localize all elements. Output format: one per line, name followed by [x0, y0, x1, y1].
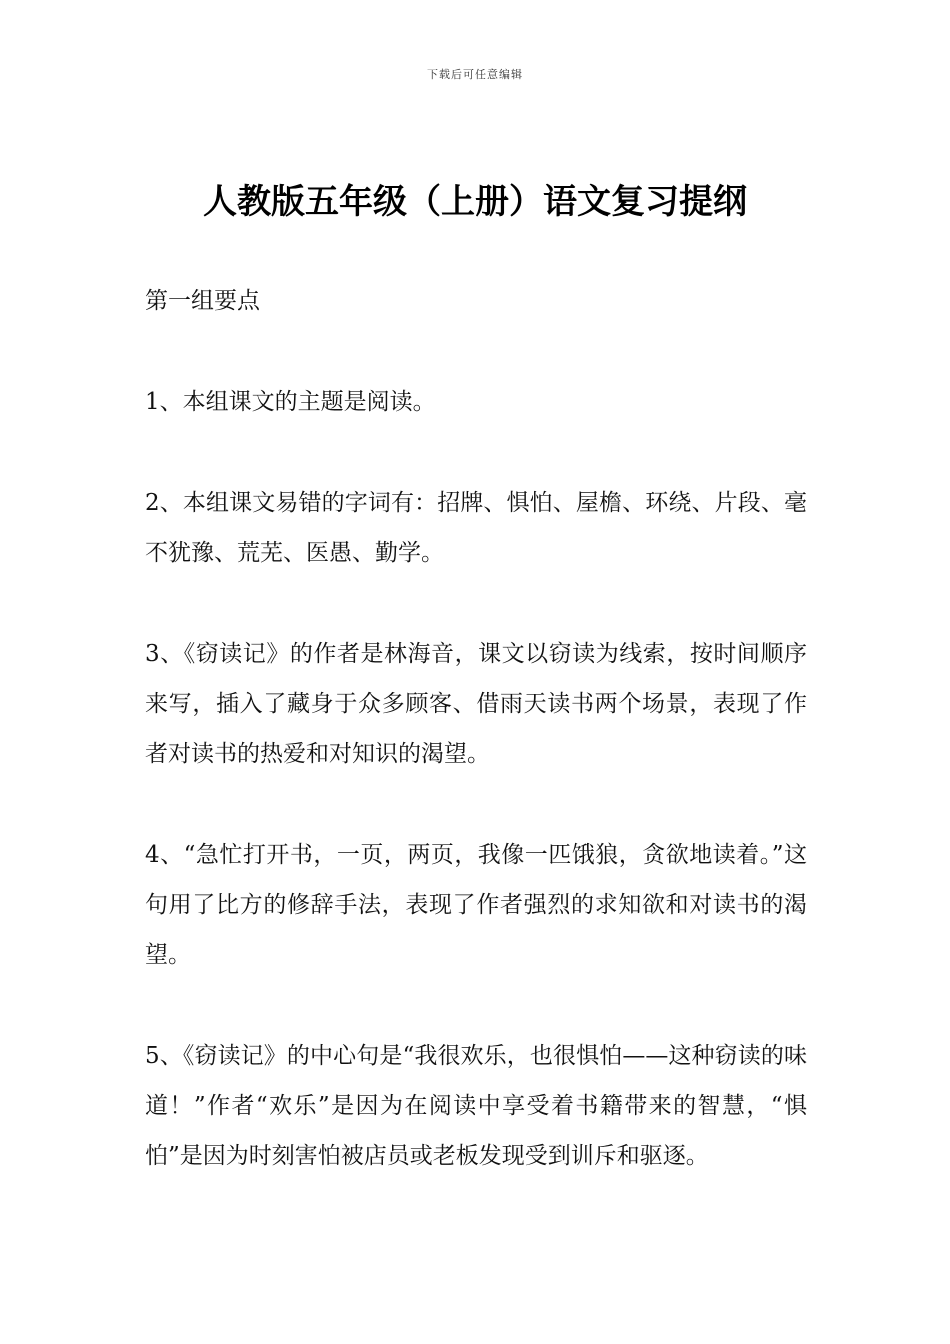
document-title: 人教版五年级（上册）语文复习提纲: [203, 182, 747, 222]
paragraph-2: 2、本组课文易错的字词有：招牌、惧怕、屋檐、环绕、片段、毫不犹豫、荒芜、医愚、勤学。: [145, 490, 807, 566]
paragraph-1: 1、本组课文的主题是阅读。: [145, 389, 436, 415]
paragraph-5: 5、《窃读记》的中心句是“我很欢乐，也很惧怕——这种窃读的味道！”作者“欢乐”是因为在阅读中享受着书籍带来的智慧，“惧怕”是因为时刻害怕被店员或老板发现受到训斥和驱逐。: [145, 1043, 807, 1169]
document-body: [145, 276, 807, 1232]
page-header-note: 下载后可任意编辑: [427, 68, 523, 81]
section-heading: 第一组要点: [145, 288, 260, 314]
paragraph-4: 4、“急忙打开书，一页，两页，我像一匹饿狼，贪欲地读着。”这句用了比方的修辞手法，表现了作者强烈的求知欲和对读书的渴望。: [145, 842, 807, 968]
paragraph-3: 3、《窃读记》的作者是林海音，课文以窃读为线索，按时间顺序来写，插入了藏身于众多顾客、借雨天读书两个场景，表现了作者对读书的热爱和对知识的渴望。: [145, 641, 807, 767]
